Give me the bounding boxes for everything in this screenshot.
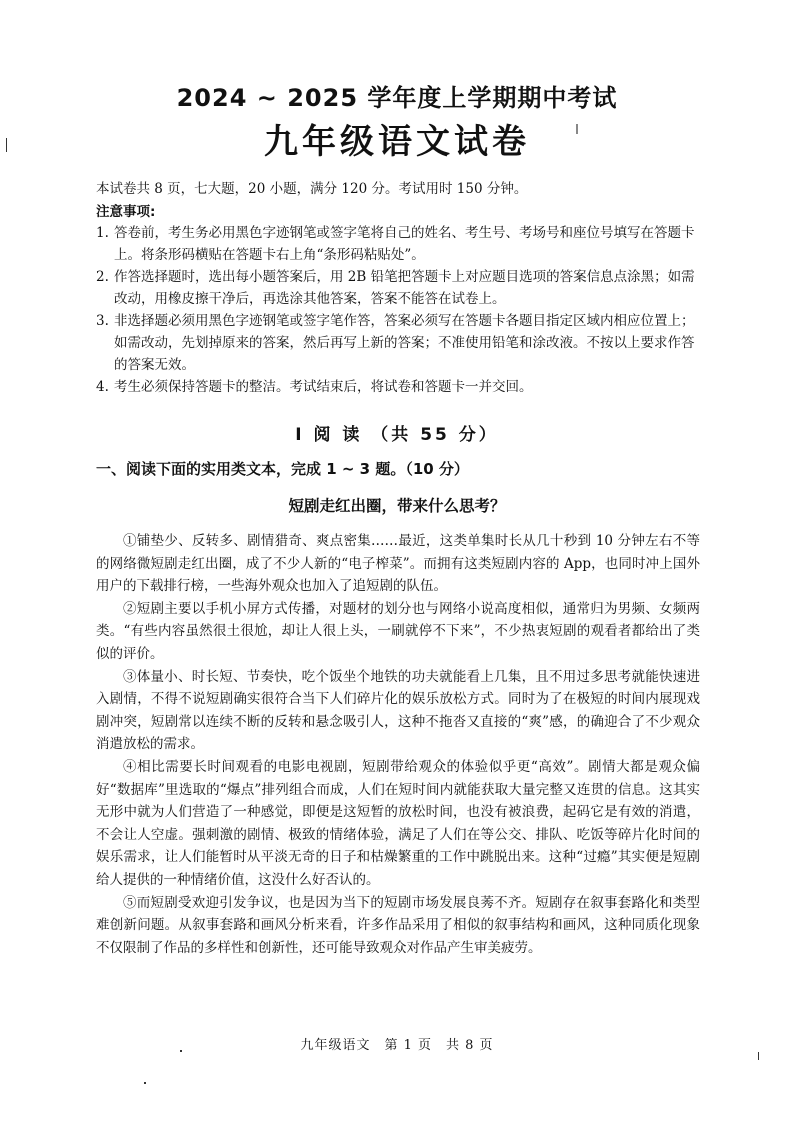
- article-body: [96, 530, 700, 959]
- section-title: I 阅 读 （共 55 分）: [295, 425, 499, 445]
- note-item: [96, 266, 706, 310]
- note-number: 3.: [96, 313, 109, 329]
- note-number: 1.: [96, 225, 109, 241]
- scan-mark: [6, 138, 7, 152]
- question-heading: 一、阅读下面的实用类文本，完成 1 ~ 3 题。（10 分）: [96, 460, 469, 478]
- article-title: 短剧走红出圈，带来什么思考？: [288, 497, 506, 515]
- note-item: [96, 376, 706, 398]
- page-footer: 九年级语文 第 1 页 共 8 页: [300, 1038, 494, 1053]
- notes-title: 注意事项:: [96, 204, 156, 220]
- note-text: 非选择题必须用黑色字迹钢笔或签字笔作答，答案必须写在答题卡各题目指定区域内相应位置上；如需改动，先划掉原来的答案，然后再写上新的答案；不准使用铅笔和涂改液。不按以上要求作答的答案无效。: [114, 313, 695, 373]
- note-item: [96, 222, 706, 266]
- article-paragraph: ②短剧主要以手机小屏方式传播，对题材的划分也与网络小说高度相似，通常归为男频、女频两类。“有些内容虽然很土很尬，却让人很上头，一刷就停不下来”，不少热衷短剧的观看者都给出了类似的评价。: [96, 600, 700, 662]
- scan-mark: [180, 1050, 182, 1052]
- article-paragraph: ①铺垫少、反转多、剧情猎奇、爽点密集……最近，这类单集时长从几十秒到 10 分钟左右不等的网络微短剧走红出圈，成了不少人新的“电子榨菜”。而拥有这类短剧内容的 App，也同时冲上国外用户的下载排行榜，一些海外观众也加入了追短剧的队伍。: [96, 533, 700, 595]
- scan-mark: [144, 1082, 146, 1084]
- note-number: 2.: [96, 269, 109, 285]
- note-text: 答卷前，考生务必用黑色字迹钢笔或签字笔将自己的姓名、考生号、考场号和座位号填写在答题卡上。将条形码横贴在答题卡右上角“条形码粘贴处”。: [114, 225, 695, 263]
- exam-paper-title: 九年级语文试卷: [264, 122, 530, 162]
- exam-header-title: 2024 ~ 2025 学年度上学期期中考试: [176, 84, 618, 112]
- note-text: 作答选择题时，选出每小题答案后，用 2B 铅笔把答题卡上对应题目选项的答案信息点涂黑；如需改动，用橡皮擦干净后，再选涂其他答案，答案不能答在试卷上。: [114, 269, 695, 307]
- note-text: 考生必须保持答题卡的整洁。考试结束后，将试卷和答题卡一并交回。: [114, 379, 533, 395]
- note-number: 4.: [96, 379, 109, 395]
- note-item: [96, 310, 706, 376]
- article-paragraph: ⑤而短剧受欢迎引发争议，也是因为当下的短剧市场发展良莠不齐。短剧存在叙事套路化和类型难创新问题。从叙事套路和画风分析来看，许多作品采用了相似的叙事结构和画风，这种同质化现象不仅限制了作品的多样性和创新性，还可能导致观众对作品产生审美疲劳。: [96, 894, 700, 956]
- article-paragraph: ③体量小、时长短、节奏快，吃个饭坐个地铁的功夫就能看上几集，且不用过多思考就能快速进入剧情，不得不说短剧确实很符合当下人们碎片化的娱乐放松方式。同时为了在极短的时间内展现戏剧冲突，短剧常以连续不断的反转和悬念吸引人，这种不拖沓又直接的“爽”感，的确迎合了不少观众消遣放松的需求。: [96, 668, 700, 753]
- article-paragraph: ④相比需要长时间观看的电影电视剧，短剧带给观众的体验似乎更“高效”。剧情大都是观众偏好“数据库”里选取的“爆点”排列组合而成，人们在短时间内就能获取大量完整又连贯的信息。这其实无形中就为人们营造了一种感觉，即便是这短暂的放松时间，也没有被浪费，起码它是有效的消遣，不会让人空虚。强刺激的剧情、极致的情绪体验，满足了人们在等公交、排队、吃饭等碎片化时间的娱乐需求，让人们能暂时从平淡无奇的日子和枯燥繁重的工作中跳脱出来。这种“过瘾”其实便是短剧给人提供的一种情绪价值，这没什么好否认的。: [96, 758, 700, 888]
- scan-mark: [758, 1052, 759, 1060]
- exam-intro: 本试卷共 8 页，七大题，20 小题，满分 120 分。考试用时 150 分钟。: [96, 181, 528, 197]
- scan-mark: [576, 124, 578, 134]
